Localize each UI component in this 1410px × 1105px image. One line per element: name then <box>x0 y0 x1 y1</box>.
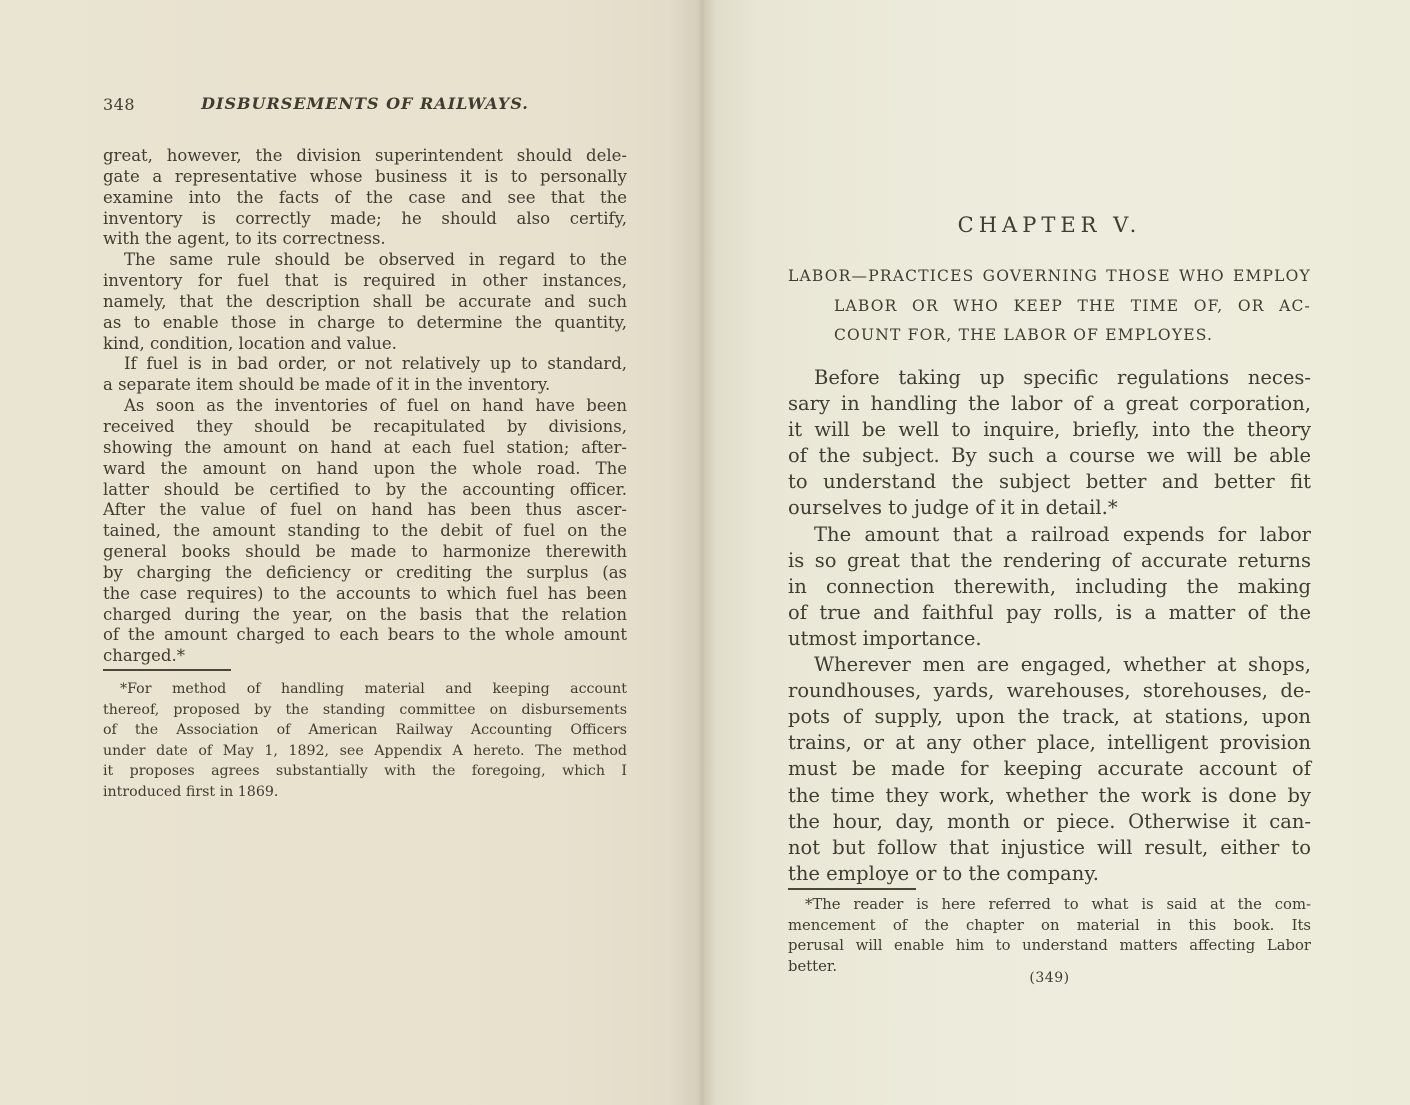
text-line: perusal will enable him to understand matters affecting Labor <box>788 937 1311 955</box>
right-page-body-text <box>788 365 1311 887</box>
text-line: The same rule should be observed in regard to the <box>124 250 627 270</box>
text-line: the employe or to the company. <box>788 861 1099 885</box>
text-line: as to enable those in charge to determine the quantity, <box>103 312 627 332</box>
text-line: COUNT FOR, THE LABOR OF EMPLOYES. <box>834 326 1214 344</box>
text-line: ourselves to judge of it in detail.* <box>788 496 1118 520</box>
text-line: thereof, proposed by the standing committee on disbursements <box>103 701 627 718</box>
text-line: tained, the amount standing to the debit of fuel on the <box>103 521 627 541</box>
text-line: *The reader is here referred to what is said at the com- <box>805 896 1311 913</box>
text-line: trains, or at any other place, intelligent provision <box>788 731 1311 755</box>
text-line: received they should be recapitulated by divisions, <box>103 416 627 436</box>
text-line: roundhouses, yards, warehouses, storehouses, de- <box>788 679 1311 703</box>
text-line: examine into the facts of the case and see that the <box>103 187 627 207</box>
text-line: general books should be made to harmonize therewith <box>103 542 627 562</box>
text-line: not but follow that injustice will result, either to <box>788 835 1311 859</box>
text-line: Wherever men are engaged, whether at shops, <box>814 653 1311 677</box>
text-line: pots of supply, upon the track, at stations, upon <box>788 705 1311 729</box>
right-footnote-rule <box>788 888 916 890</box>
right-page-footnote <box>788 895 1311 977</box>
text-line: mencement of the chapter on material in this book. Its <box>788 916 1311 934</box>
text-line: it proposes agrees substantially with the foregoing, which I <box>103 763 627 780</box>
left-footnote-rule <box>103 669 231 671</box>
text-line: of true and faithful pay rolls, is a matter of the <box>788 600 1311 624</box>
chapter-synopsis <box>788 262 1311 351</box>
text-line: namely, that the description shall be accurate and such <box>103 291 627 311</box>
text-line: If fuel is in bad order, or not relatively up to standard, <box>124 354 627 374</box>
text-line: charged during the year, on the basis that the relation <box>103 604 627 624</box>
left-page-number: 348 <box>103 95 136 114</box>
text-line: kind, condition, location and value. <box>103 333 397 353</box>
text-line: under date of May 1, 1892, see Appendix A hereto. The method <box>103 742 627 759</box>
text-line: latter should be certified to by the accounting officer. <box>103 479 627 499</box>
left-page-footnote <box>103 679 627 803</box>
chapter-heading: CHAPTER V. <box>957 213 1142 237</box>
text-line: to understand the subject better and better fit <box>788 470 1311 494</box>
text-line: LABOR OR WHO KEEP THE TIME OF, OR AC- <box>834 296 1311 315</box>
text-line: LABOR—PRACTICES GOVERNING THOSE WHO EMPLOY <box>788 267 1311 285</box>
text-line: must be made for keeping accurate account of <box>788 757 1311 781</box>
text-line: of the amount charged to each bears to the whole amount <box>103 625 627 645</box>
text-line: in connection therewith, including the making <box>788 574 1311 598</box>
left-page-running-head <box>103 94 627 113</box>
text-line: a separate item should be made of it in the inventory. <box>103 375 551 395</box>
text-line: utmost importance. <box>788 626 982 650</box>
text-line: great, however, the division superintendent should dele- <box>103 146 627 165</box>
text-line: The amount that a railroad expends for labor <box>814 522 1311 546</box>
running-header-title: DISBURSEMENTS OF RAILWAYS. <box>201 94 529 113</box>
text-line: of the subject. By such a course we will be able <box>788 444 1311 468</box>
text-line: sary in handling the labor of a great corporation, <box>788 392 1311 416</box>
text-line: As soon as the inventories of fuel on hand have been <box>124 396 627 416</box>
text-line: introduced first in 1869. <box>103 783 279 800</box>
text-line: the time they work, whether the work is done by <box>788 783 1311 807</box>
text-line: ward the amount on hand upon the whole road. The <box>103 458 627 478</box>
text-line: the case requires) to the accounts to which fuel has been <box>103 583 627 603</box>
text-line: with the agent, to its correctness. <box>103 229 386 249</box>
text-line: inventory is correctly made; he should also certify, <box>103 208 627 228</box>
text-line: charged.* <box>103 646 185 666</box>
text-line: is so great that the rendering of accurate returns <box>788 548 1311 572</box>
text-line: After the value of fuel on hand has been thus ascer- <box>103 500 627 520</box>
text-line: *For method of handling material and keeping account <box>120 681 627 697</box>
text-line: it will be well to inquire, briefly, into the theory <box>788 418 1311 442</box>
text-line: better. <box>788 957 838 975</box>
text-line: of the Association of American Railway Accounting Officers <box>103 722 627 739</box>
text-line: inventory for fuel that is required in other instances, <box>103 271 627 291</box>
text-line: by charging the deficiency or crediting the surplus (as <box>103 562 627 582</box>
right-page-number: (349) <box>1029 970 1070 986</box>
text-line: the hour, day, month or piece. Otherwise it can- <box>788 809 1311 833</box>
text-line: Before taking up specific regulations neces- <box>814 366 1311 389</box>
text-line: gate a representative whose business it is to personally <box>103 166 627 186</box>
text-line: showing the amount on hand at each fuel station; after- <box>103 437 627 457</box>
left-page-body-text <box>103 146 627 667</box>
